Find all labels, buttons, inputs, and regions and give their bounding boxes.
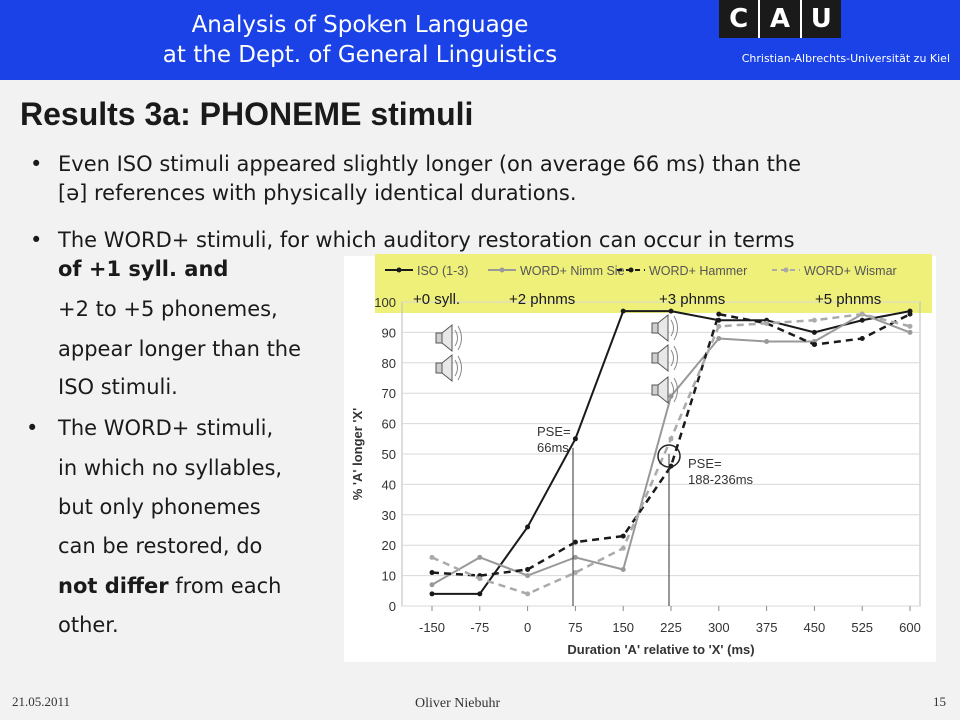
speaker-icon[interactable]	[652, 345, 678, 371]
footer-date: 21.05.2011	[12, 694, 71, 709]
x-tick-label: -150	[418, 620, 446, 635]
data-point	[430, 570, 435, 575]
slide-title: Results 3a: PHONEME stimuli	[20, 96, 474, 132]
bullet-dot: •	[26, 416, 39, 440]
data-point	[716, 324, 721, 329]
chart-axes	[350, 295, 921, 657]
speaker-cone	[658, 377, 668, 403]
legend-label-0: ISO (1-3)	[417, 264, 469, 278]
footer-page-number: 15	[933, 694, 946, 709]
header-title-line2: at the Dept. of General Linguistics	[162, 42, 558, 68]
speaker-cone	[658, 315, 668, 341]
speaker-waves	[671, 346, 678, 370]
data-point	[525, 573, 530, 578]
speaker-waves	[455, 326, 462, 350]
x-tick-label: 0	[523, 620, 532, 635]
x-tick-label: -75	[470, 620, 490, 635]
data-point	[621, 534, 626, 539]
data-point	[621, 567, 626, 572]
university-name: Christian-Albrechts-Universität zu Kiel	[741, 52, 950, 65]
logo-letter-a: A	[758, 0, 799, 38]
y-tick-label: 60	[381, 416, 396, 432]
pse-right-label-2: 188-236ms	[688, 472, 754, 487]
data-point	[764, 321, 769, 326]
data-point	[621, 309, 626, 314]
chart-grid	[402, 302, 920, 606]
logo-letter-u: U	[800, 0, 841, 38]
data-point	[764, 339, 769, 344]
data-point	[573, 555, 578, 560]
x-tick-label: 600	[899, 620, 921, 635]
data-point	[621, 546, 626, 551]
condition-label-2: +3 phnms	[659, 291, 726, 308]
legend-label-1: WORD+ Nimm Sie	[520, 264, 625, 278]
y-axis-label: % 'A' longer 'X'	[350, 407, 365, 501]
x-tick-label: 525	[851, 620, 874, 635]
y-tick-label: 50	[381, 447, 396, 462]
data-point	[525, 591, 530, 596]
x-tick-label: 225	[660, 620, 682, 635]
y-tick-label: 20	[381, 538, 396, 554]
y-tick-label: 80	[381, 355, 396, 371]
y-tick-label: 90	[381, 325, 396, 341]
data-point	[812, 318, 817, 323]
data-point	[908, 312, 913, 317]
bullet-dot: •	[30, 152, 43, 176]
condition-label-0: +0 syll.	[413, 291, 461, 308]
bullet-3-line3: but only phonemes	[58, 495, 261, 519]
x-tick-label: 150	[612, 620, 635, 635]
legend-marker	[500, 268, 505, 273]
y-tick-label: 40	[381, 477, 396, 493]
data-point	[525, 524, 530, 529]
bullet-dot: •	[30, 228, 43, 252]
bullet-3-after-bold: from each	[168, 574, 282, 598]
speaker-waves	[671, 316, 678, 340]
speaker-cone	[442, 325, 452, 351]
bullet-2-rest-1: +2 to +5 phonemes,	[58, 297, 278, 321]
speaker-icon[interactable]	[436, 325, 462, 351]
bullet-3-line1: The WORD+ stimuli,	[58, 416, 274, 440]
header-title-line1: Analysis of Spoken Language	[191, 12, 529, 38]
data-point	[477, 555, 482, 560]
chart-legend	[385, 264, 897, 278]
legend-label-3: WORD+ Wismar	[804, 264, 897, 278]
legend-marker	[629, 268, 634, 273]
data-point	[573, 540, 578, 545]
legend-marker	[784, 268, 789, 273]
x-tick-label: 375	[755, 620, 778, 635]
series-line-1	[432, 314, 910, 585]
bullet-2-rest-2: appear longer than the	[58, 337, 302, 361]
data-point	[430, 582, 435, 587]
data-point	[860, 318, 865, 323]
condition-label-1: +2 phnms	[509, 291, 576, 308]
pse-right-label-1: PSE=	[688, 456, 722, 471]
pse-left-label-2: 66ms	[537, 440, 569, 455]
speaker-body	[652, 385, 658, 395]
x-tick-label: 300	[707, 620, 730, 635]
speaker-icon[interactable]	[652, 315, 678, 341]
speaker-body	[652, 323, 658, 333]
data-point	[908, 324, 913, 329]
condition-label-3: +5 phnms	[815, 291, 882, 308]
data-point	[812, 342, 817, 347]
y-tick-label: 100	[374, 295, 396, 310]
legend-label-2: WORD+ Hammer	[649, 264, 748, 278]
pse-left-label-1: PSE=	[537, 424, 571, 439]
y-tick-label: 0	[388, 599, 396, 614]
data-point	[477, 576, 482, 581]
bullet-3-line2: in which no syllables,	[58, 456, 283, 480]
data-point	[812, 330, 817, 335]
data-point	[430, 591, 435, 596]
data-point	[669, 436, 674, 441]
speaker-body	[652, 353, 658, 363]
data-point	[477, 591, 482, 596]
bullet-3-line4: can be restored, do	[58, 534, 263, 558]
legend-marker	[397, 268, 402, 273]
data-point	[716, 336, 721, 341]
bullet-2-line1: The WORD+ stimuli, for which auditory restoration can occur in terms	[58, 228, 795, 252]
footer-author: Oliver Niebuhr	[415, 696, 501, 711]
bullet-3-line6: other.	[58, 613, 119, 637]
speaker-body	[436, 363, 442, 373]
y-tick-label: 10	[381, 568, 396, 584]
speaker-cone	[658, 345, 668, 371]
speaker-body	[436, 333, 442, 343]
logo-letter-c: C	[729, 4, 749, 34]
chart-series	[430, 309, 913, 597]
x-tick-label: 450	[803, 620, 826, 635]
bullet-2-bold: of +1 syll. and	[58, 257, 229, 281]
data-point	[860, 336, 865, 341]
series-line-0	[432, 311, 910, 594]
x-axis-label: Duration 'A' relative to 'X' (ms)	[567, 642, 755, 657]
bullet-1-line1: Even ISO stimuli appeared slightly longer (on average 66 ms) than the	[58, 152, 802, 176]
data-point	[716, 312, 721, 317]
speaker-cone	[442, 355, 452, 381]
speaker-icon[interactable]	[652, 377, 678, 403]
bullet-2-rest-3: ISO stimuli.	[58, 375, 178, 399]
data-point	[669, 309, 674, 314]
data-point	[573, 436, 578, 441]
bullet-3-bold: not differ	[58, 574, 169, 598]
data-point	[908, 330, 913, 335]
data-point	[430, 555, 435, 560]
speaker-icon[interactable]	[436, 355, 462, 381]
speaker-waves	[455, 356, 462, 380]
bullet-1-line2: [ə] references with physically identical durations.	[58, 181, 577, 205]
y-tick-label: 70	[381, 386, 396, 402]
data-point	[860, 312, 865, 317]
data-point	[573, 570, 578, 575]
data-point	[525, 567, 530, 572]
y-tick-label: 30	[381, 507, 396, 523]
x-tick-label: 75	[568, 620, 583, 635]
